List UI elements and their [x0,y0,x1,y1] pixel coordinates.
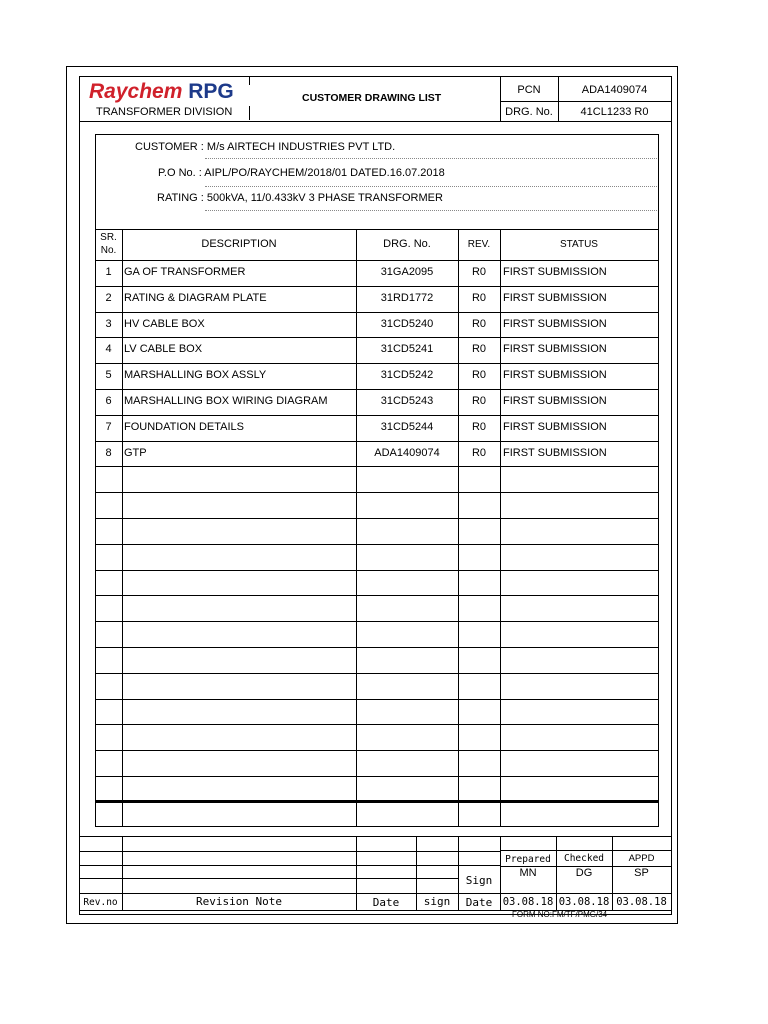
revno-label: Rev.no [83,897,118,908]
table-cell-status: FIRST SUBMISSION [503,266,607,278]
checked-label: Checked [563,853,605,864]
table-cell-sr: 4 [105,343,112,355]
revision-note-label: Revision Note [195,895,283,908]
pcn-value: ADA1409074 [581,84,648,96]
table-cell-description: LV CABLE BOX [124,343,203,355]
table-cell-drg: 31CD5242 [380,369,434,381]
col-header-no: No. [100,245,117,256]
pcn-label: PCN [517,84,541,96]
po-line: P.O No. : AIPL/PO/RAYCHEM/2018/01 DATED.16.07.2018 [158,167,445,179]
checked-sign: DG [575,867,593,879]
table-cell-sr: 3 [105,318,112,330]
table-cell-description: HV CABLE BOX [124,318,205,330]
table-cell-rev: R0 [471,292,487,304]
table-cell-status: FIRST SUBMISSION [503,447,607,459]
customer-line: CUSTOMER : M/s AIRTECH INDUSTRIES PVT LTD. [135,141,396,153]
table-cell-status: FIRST SUBMISSION [503,343,607,355]
col-header-description: DESCRIPTION [201,238,277,250]
table-cell-status: FIRST SUBMISSION [503,292,607,304]
document-title: CUSTOMER DRAWING LIST [302,92,442,104]
table-cell-drg: 31RD1772 [380,292,434,304]
prepared-date: 03.08.18 [502,896,554,908]
table-cell-rev: R0 [471,266,487,278]
table-cell-status: FIRST SUBMISSION [503,421,607,433]
table-cell-rev: R0 [471,318,487,330]
table-cell-drg: 31CD5243 [380,395,434,407]
table-cell-description: RATING & DIAGRAM PLATE [124,292,267,304]
table-cell-drg: ADA1409074 [374,447,440,459]
table-cell-drg: 31CD5240 [380,318,434,330]
table-cell-rev: R0 [471,421,487,433]
checked-date: 03.08.18 [558,896,610,908]
table-cell-rev: R0 [471,447,487,459]
table-cell-rev: R0 [471,369,487,381]
appd-sign: SP [634,867,649,879]
division-label: TRANSFORMER DIVISION [96,106,233,118]
appd-label: APPD [628,853,655,864]
brand-raychem: Raychem [89,80,183,103]
form-number: FORM NO:FM/TF/PMG/34 [512,910,608,919]
drg-label: DRG. No. [505,106,553,118]
table-cell-rev: R0 [471,343,487,355]
table-cell-drg: 31CD5241 [380,343,434,355]
rev-date-label: Date [372,896,400,909]
brand-rpg: RPG [188,80,234,103]
table-cell-sr: 7 [105,421,112,433]
table-cell-description: MARSHALLING BOX WIRING DIAGRAM [124,395,328,407]
rating-line: RATING : 500kVA, 11/0.433kV 3 PHASE TRANSFORMER [157,192,443,204]
sign-label: Sign [465,874,493,887]
prepared-sign: MN [519,867,537,879]
col-header-rev: REV. [467,239,491,250]
table-cell-sr: 8 [105,447,112,459]
col-header-status: STATUS [560,239,598,250]
table-cell-status: FIRST SUBMISSION [503,369,607,381]
rev-sign-label: sign [423,895,451,908]
table-cell-drg: 31GA2095 [380,266,434,278]
table-cell-sr: 5 [105,369,112,381]
table-cell-sr: 2 [105,292,112,304]
prepared-label: Prepared [505,854,551,865]
table-cell-sr: 1 [105,266,112,278]
table-cell-description: MARSHALLING BOX ASSLY [124,369,267,381]
appd-date: 03.08.18 [616,896,667,908]
date-label: Date [465,896,493,909]
table-cell-status: FIRST SUBMISSION [503,395,607,407]
table-cell-description: GTP [124,447,147,459]
table-cell-description: GA OF TRANSFORMER [124,266,246,278]
col-header-drg: DRG. No. [383,238,431,250]
table-cell-status: FIRST SUBMISSION [503,318,607,330]
company-logo [89,80,234,104]
table-cell-rev: R0 [471,395,487,407]
col-header-sr: SR. [100,232,117,243]
table-cell-drg: 31CD5244 [380,421,434,433]
table-cell-description: FOUNDATION DETAILS [124,421,244,433]
drg-value: 41CL1233 R0 [580,106,649,118]
table-cell-sr: 6 [105,395,112,407]
